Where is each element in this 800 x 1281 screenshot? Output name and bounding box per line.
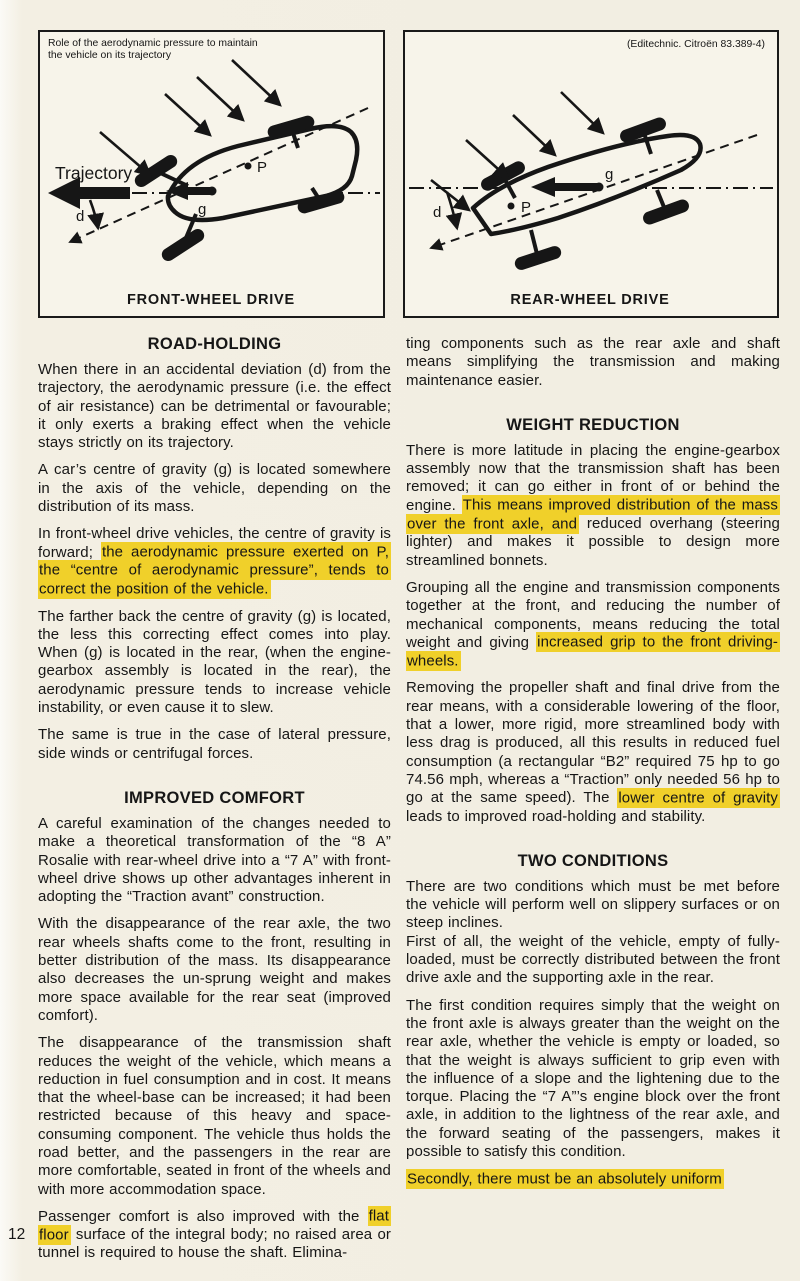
diagram-note-line1: Role of the aerodynamic pressure to maintain: [48, 38, 258, 49]
pressure-arrow: [197, 77, 243, 120]
section-heading: ROAD-HOLDING: [147, 335, 282, 353]
rear-wheel-drive-illustration: [405, 32, 776, 315]
text-run: There is more latitude in placing the engine-gearbox assembly now that the transmission shaft has been removed; it can go either in front of or behind the engine.: [406, 441, 780, 514]
paragraph: [38, 361, 391, 452]
text-run: leads to improved road-holding and stability.: [406, 807, 706, 825]
text-run: First of all, the weight of the vehicle, empty of fully-loaded, must be correctly distributed between the front drive axle and the supporting axle in the rear.: [406, 932, 780, 987]
pressure-arrow: [513, 115, 555, 155]
text-run: A careful examination of the changes needed to make a theoretical transformation of the “8 A” Rosalie with rear-wheel drive into a “7 A” with front-wheel drive shows up other advantages inherent in adopting the “Traction avant” construction.: [38, 814, 391, 906]
text-run: When there in an accidental deviation (d) from the trajectory, the aerodynamic pressure (i.e. the effect of air resistance) can be detrimental or favourable; it only exerts a braking effect when the vehicle stays strictly on its trajectory.: [38, 361, 391, 452]
right-column: [406, 335, 780, 1272]
diagram-credit: (Editechnic. Citroën 83.389-4): [626, 39, 765, 50]
text-run: ting components such as the rear axle and shaft means simplifying the transmission and making maintenance easier.: [406, 335, 780, 389]
wheel: [159, 226, 206, 263]
text-run: With the disappearance of the rear axle, the two rear wheels shafts come to the front, resulting in better distribution of the mass. Its disappearance also decreases the un-sprung weight and makes more space available for the rear seat (improved comfort).: [38, 915, 391, 1024]
paragraph: [406, 933, 780, 988]
front-wheel-drive-illustration: [40, 32, 382, 315]
highlighted-text: Secondly, there must be an absolutely uniform: [407, 1170, 722, 1188]
pressure-arrow: [165, 94, 210, 135]
left-column: [38, 335, 391, 1272]
highlighted-text: flat floor: [39, 1207, 389, 1244]
text-run: There are two conditions which must be met before the vehicle will perform well on slippery surfaces or on steep inclines.: [406, 877, 780, 932]
paragraph: [38, 726, 391, 763]
front-wheel-drive-diagram: [38, 30, 385, 318]
text-run: The farther back the centre of gravity (g) is located, the less this correcting effect comes into play. When (g) is located in the rear, (when the engine-gearbox assembly is located in the rear), the aerodynamic pressure tends to increase vehicle instability, or even cause it to slew.: [38, 607, 391, 717]
text-run: The disappearance of the transmission shaft reduces the weight of the vehicle, which means a reduction in fuel consumption and in cost. It means that the wheel-base can be increased; it had been restricted because of this heavy and space-consuming component. The vehicle thus holds the road better, and the passengers in the rear are more comfortable, seated in front of the wheels and with more accommodation space.: [38, 1034, 391, 1198]
point-g-label: g: [198, 201, 207, 218]
paragraph: [38, 461, 391, 516]
paragraph: [38, 525, 391, 598]
section-heading: IMPROVED COMFORT: [124, 788, 305, 807]
p-point: [508, 203, 515, 210]
paragraph: [406, 335, 780, 390]
text-run: Removing the propeller shaft and final drive from the rear means, with a considerable lowering of the floor, that a lower, more rigid, more streamlined body with less drag is produced, all this results in reduced fuel consumption (a rectangular “B2” required 75 hp to go 74.56 mph, whereas a “Traction” only needed 56 hp to go at the same speed). The: [406, 679, 780, 807]
point-g-label: g: [605, 166, 614, 183]
wheel: [513, 244, 563, 271]
highlighted-text: the aerodynamic pressure exerted on P, the “centre of aerodynamic pressure”, tends to correct the position of the vehicle.: [39, 543, 389, 598]
highlighted-text: lower centre of gravity: [618, 789, 778, 807]
text-run: Passenger comfort is also improved with the: [38, 1207, 368, 1225]
deviation-arrow: [90, 200, 98, 228]
paragraph: [38, 815, 391, 906]
highlighted-text: increased grip to the front driving-wheels.: [407, 633, 778, 670]
paragraph: [406, 679, 780, 825]
paragraph: [406, 878, 780, 933]
article-body: [0, 318, 800, 1272]
paragraph: [38, 1034, 391, 1199]
rear-wheel-drive-diagram: [403, 30, 779, 318]
paragraph: [406, 1170, 780, 1188]
diagram-row: [0, 0, 800, 318]
pressure-arrow: [232, 60, 280, 105]
point-p-label: P: [257, 159, 268, 176]
highlighted-text: This means improved distribution of the mass over the front axle, and: [407, 496, 778, 533]
paragraph: [38, 608, 391, 718]
text-run: A car’s centre of gravity (g) is located somewhere in the axis of the vehicle, depending on the distribution of its mass.: [38, 461, 391, 516]
paragraph: [406, 997, 780, 1162]
text-run: In front-wheel drive vehicles, the centre of gravity is forward;: [38, 525, 391, 561]
text-run: The first condition requires simply that the weight on the front axle is always greater than the weight on the rear axle, whether the vehicle is empty or loaded, so that the weight is always sufficient to grip even with the influence of a slope and the lightening due to the torque. Placing the “7 A”’s engine block over the front axle, in addition to the lightness of the rear axle, and the forward seating of the passengers, makes it possible to satisfy this condition.: [406, 996, 780, 1160]
trajectory-label: Trajectory: [55, 163, 133, 183]
paragraph: [406, 442, 780, 570]
text-run: The same is true in the case of lateral pressure, side winds or centrifugal forces.: [38, 726, 391, 762]
diagram-caption: FRONT-WHEEL DRIVE: [126, 292, 296, 308]
text-run: surface of the integral body; no raised area or tunnel is required to house the shaft. Elimina-: [38, 1226, 391, 1262]
diagram-caption: REAR-WHEEL DRIVE: [510, 292, 670, 308]
p-point: [245, 163, 252, 170]
paragraph: [38, 915, 391, 1025]
g-point: [208, 187, 217, 196]
text-run: Grouping all the engine and transmission components together at the front, and reducing the number of mechanical components, means reducing the total weight and giving: [406, 578, 780, 651]
deviation-d-label: d: [76, 208, 85, 225]
page-number: 12: [8, 1226, 26, 1243]
paragraph: [38, 1208, 391, 1263]
section-heading: TWO CONDITIONS: [517, 851, 669, 870]
section-heading: WEIGHT REDUCTION: [506, 415, 680, 434]
point-p-label: P: [521, 199, 532, 216]
g-point: [595, 183, 604, 192]
pressure-arrow: [466, 140, 508, 178]
paragraph: [406, 579, 780, 670]
diagram-note-line2: the vehicle on its trajectory: [48, 50, 172, 61]
pressure-arrow: [561, 92, 603, 133]
wheel: [641, 198, 691, 227]
deviation-d-label: d: [433, 204, 442, 221]
text-run: reduced overhang (steering lighter) and makes it possible to design more streamlined bonnets.: [406, 515, 780, 569]
